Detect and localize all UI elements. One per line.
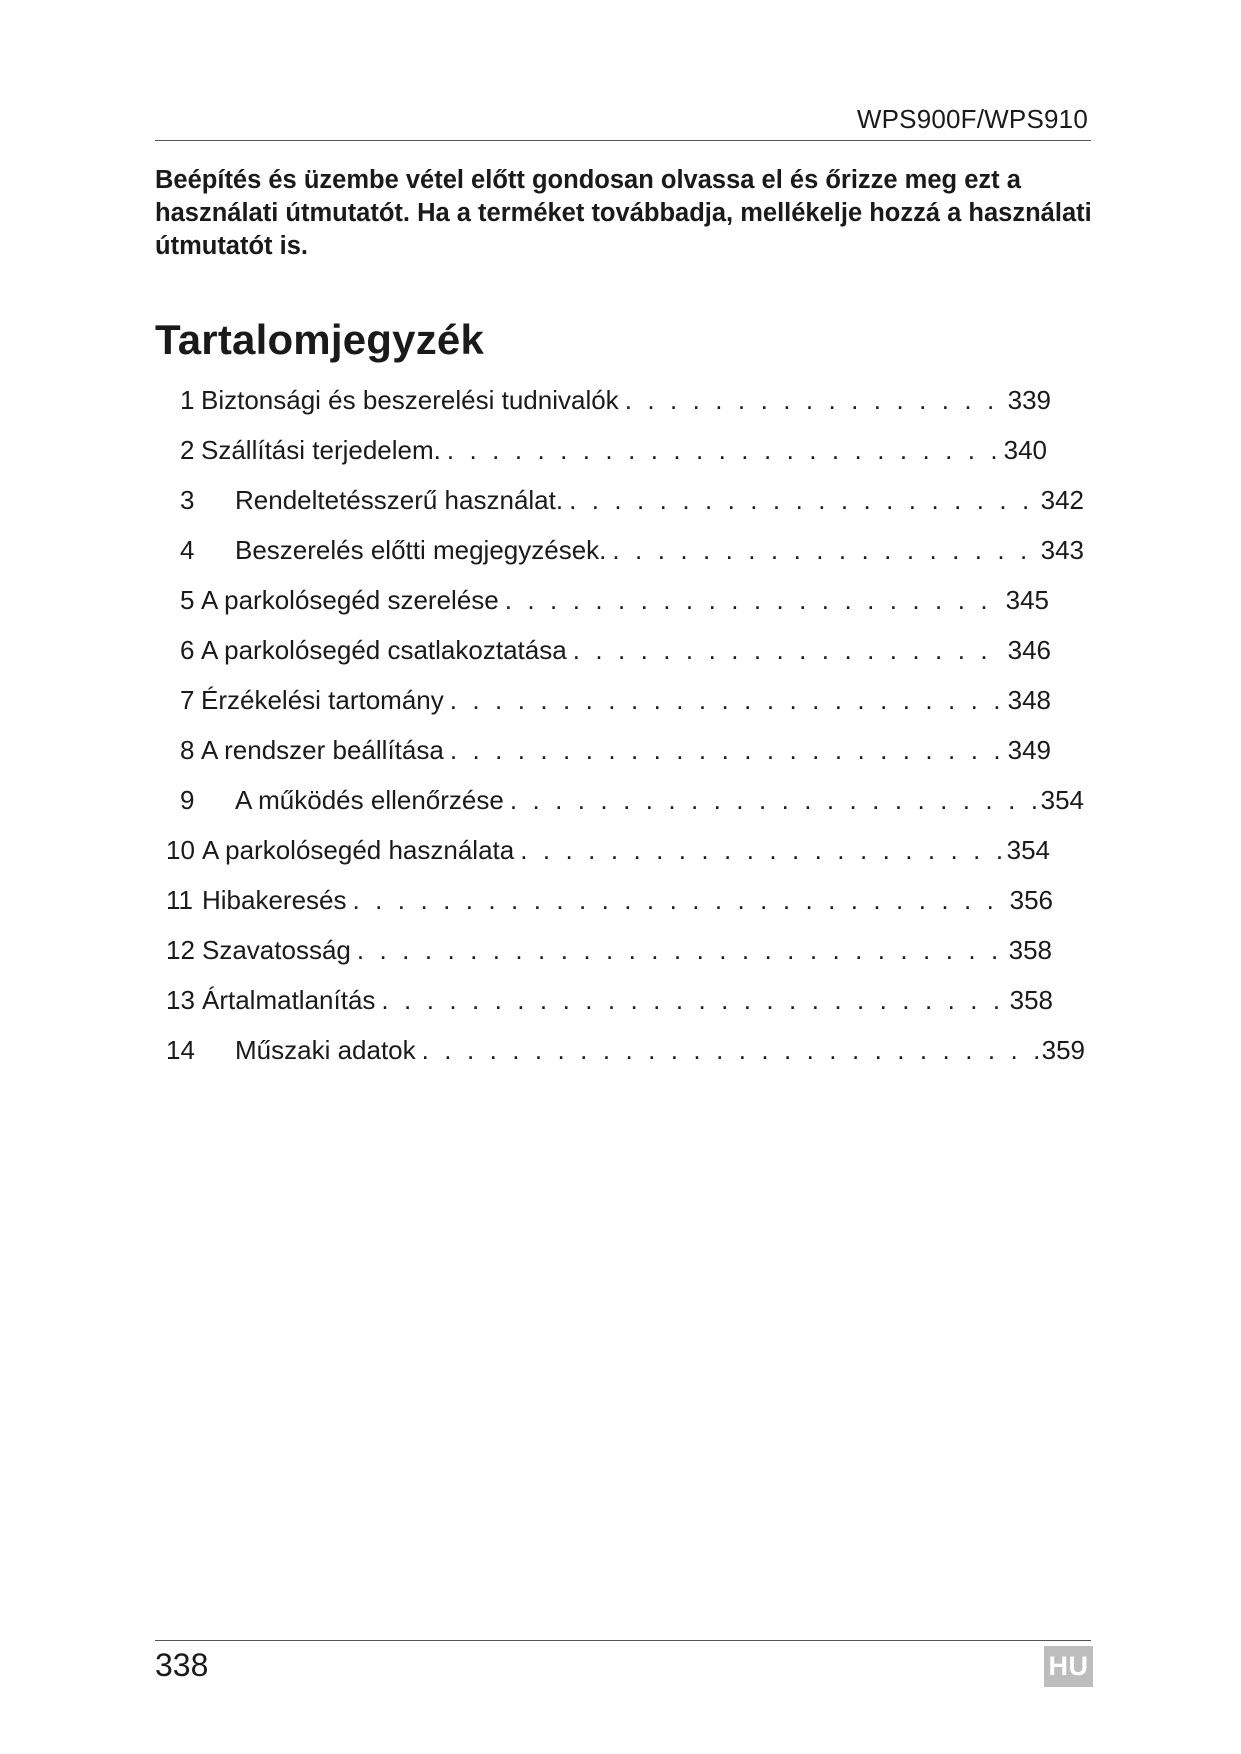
toc-entry-page: 359 — [1041, 1035, 1085, 1065]
toc-entry-5[interactable] — [180, 583, 1049, 617]
toc-entry-number: 10 — [166, 835, 195, 865]
toc-entry-label: Rendeltetésszerű használat. — [235, 485, 564, 515]
toc-entry-label: Beszerelés előtti megjegyzések. — [235, 535, 607, 565]
toc-entry-number: 12 — [166, 935, 195, 965]
toc-entry-number: 3 — [180, 485, 195, 515]
toc-entry-page: 354 — [1006, 835, 1050, 865]
toc-entry-3[interactable] — [180, 483, 1084, 517]
page-number: 338 — [155, 1647, 209, 1683]
toc-entry-6[interactable] — [180, 633, 1051, 667]
toc-entry-12[interactable] — [166, 933, 1052, 967]
toc-entry-number: 14 — [166, 1035, 195, 1065]
toc-entry-leader — [520, 833, 1003, 867]
toc-entry-number: 6 — [180, 635, 195, 665]
toc-entry-number: 5 — [180, 585, 195, 615]
toc-entry-label: Szállítási terjedelem. — [201, 435, 441, 465]
toc-entry-page: 358 — [1008, 935, 1052, 965]
toc-entry-leader — [447, 433, 1001, 467]
toc-entry-14[interactable] — [166, 1033, 1085, 1067]
toc-entry-10[interactable] — [166, 833, 1050, 867]
footer-rule — [155, 1640, 1091, 1641]
header-rule — [155, 140, 1091, 141]
toc-entry-leader — [381, 983, 1006, 1017]
toc-entry-11[interactable] — [166, 883, 1053, 917]
toc-entry-page: 346 — [1007, 635, 1051, 665]
toc-entry-number: 8 — [180, 735, 195, 765]
toc-entry-leader — [510, 783, 1038, 817]
toc-entry-number: 4 — [180, 535, 195, 565]
toc-entry-page: 342 — [1040, 485, 1084, 515]
toc-entry-leader — [625, 383, 1005, 417]
toc-entry-label: A parkolósegéd szerelése — [201, 585, 499, 615]
toc-entry-number: 9 — [180, 785, 195, 815]
toc-entry-number: 7 — [180, 685, 195, 715]
toc-entry-8[interactable] — [180, 733, 1051, 767]
toc-entry-1[interactable] — [180, 383, 1051, 417]
toc-entry-label: A parkolósegéd használata — [202, 835, 515, 865]
toc-entry-leader — [422, 1033, 1039, 1067]
toc-entry-page: 358 — [1009, 985, 1053, 1015]
header-model: WPS900F/WPS910 — [856, 104, 1088, 134]
toc-entry-leader — [573, 633, 1005, 667]
toc-entry-leader — [450, 733, 1005, 767]
toc-entry-label: Szavatosság — [202, 935, 351, 965]
toc-entry-leader — [505, 583, 1003, 617]
toc-entry-2[interactable] — [180, 433, 1047, 467]
toc-entry-page: 339 — [1007, 385, 1051, 415]
toc-entry-page: 349 — [1007, 735, 1051, 765]
toc-entry-number: 2 — [180, 435, 195, 465]
toc-entry-label: Hibakeresés — [202, 885, 347, 915]
toc-entry-13[interactable] — [166, 983, 1053, 1017]
toc-entry-page: 356 — [1009, 885, 1053, 915]
toc-entry-label: Érzékelési tartomány — [201, 685, 444, 715]
toc-entry-label: Biztonsági és beszerelési tudnivalók — [201, 385, 619, 415]
toc-entry-leader — [612, 533, 1037, 567]
toc-entry-9[interactable] — [180, 783, 1084, 817]
toc-entry-label: A működés ellenőrzése — [235, 785, 504, 815]
toc-entry-leader — [353, 883, 1007, 917]
toc-entry-label: Műszaki adatok — [235, 1035, 416, 1065]
toc-entry-label: A rendszer beállítása — [201, 735, 444, 765]
toc-entry-leader — [450, 683, 1005, 717]
toc-entry-page: 345 — [1005, 585, 1049, 615]
toc-entry-number: 13 — [166, 985, 195, 1015]
toc-entry-7[interactable] — [180, 683, 1051, 717]
toc-entry-leader — [357, 933, 1006, 967]
toc-entry-page: 340 — [1003, 435, 1047, 465]
toc-entry-number: 1 — [180, 385, 195, 415]
toc-entry-page: 343 — [1040, 535, 1084, 565]
toc-title: Tartalomjegyzék — [155, 316, 485, 363]
toc-entry-number: 11 — [166, 885, 193, 915]
toc-entry-4[interactable] — [180, 533, 1084, 567]
toc-entry-label: A parkolósegéd csatlakoztatása — [201, 635, 567, 665]
toc-entry-label: Ártalmatlanítás — [202, 985, 376, 1015]
toc-entry-page: 354 — [1040, 785, 1084, 815]
intro-note: Beépítés és üzembe vétel előtt gondosan olvassa el és őrizze meg ezt a használati útmutatót. Ha a terméket továbbadja, mellékelje hozzá a használati útmutatót is. — [155, 166, 1092, 260]
language-badge: HU — [1044, 1646, 1093, 1687]
toc-entry-leader — [569, 483, 1038, 517]
toc-entry-page: 348 — [1007, 685, 1051, 715]
